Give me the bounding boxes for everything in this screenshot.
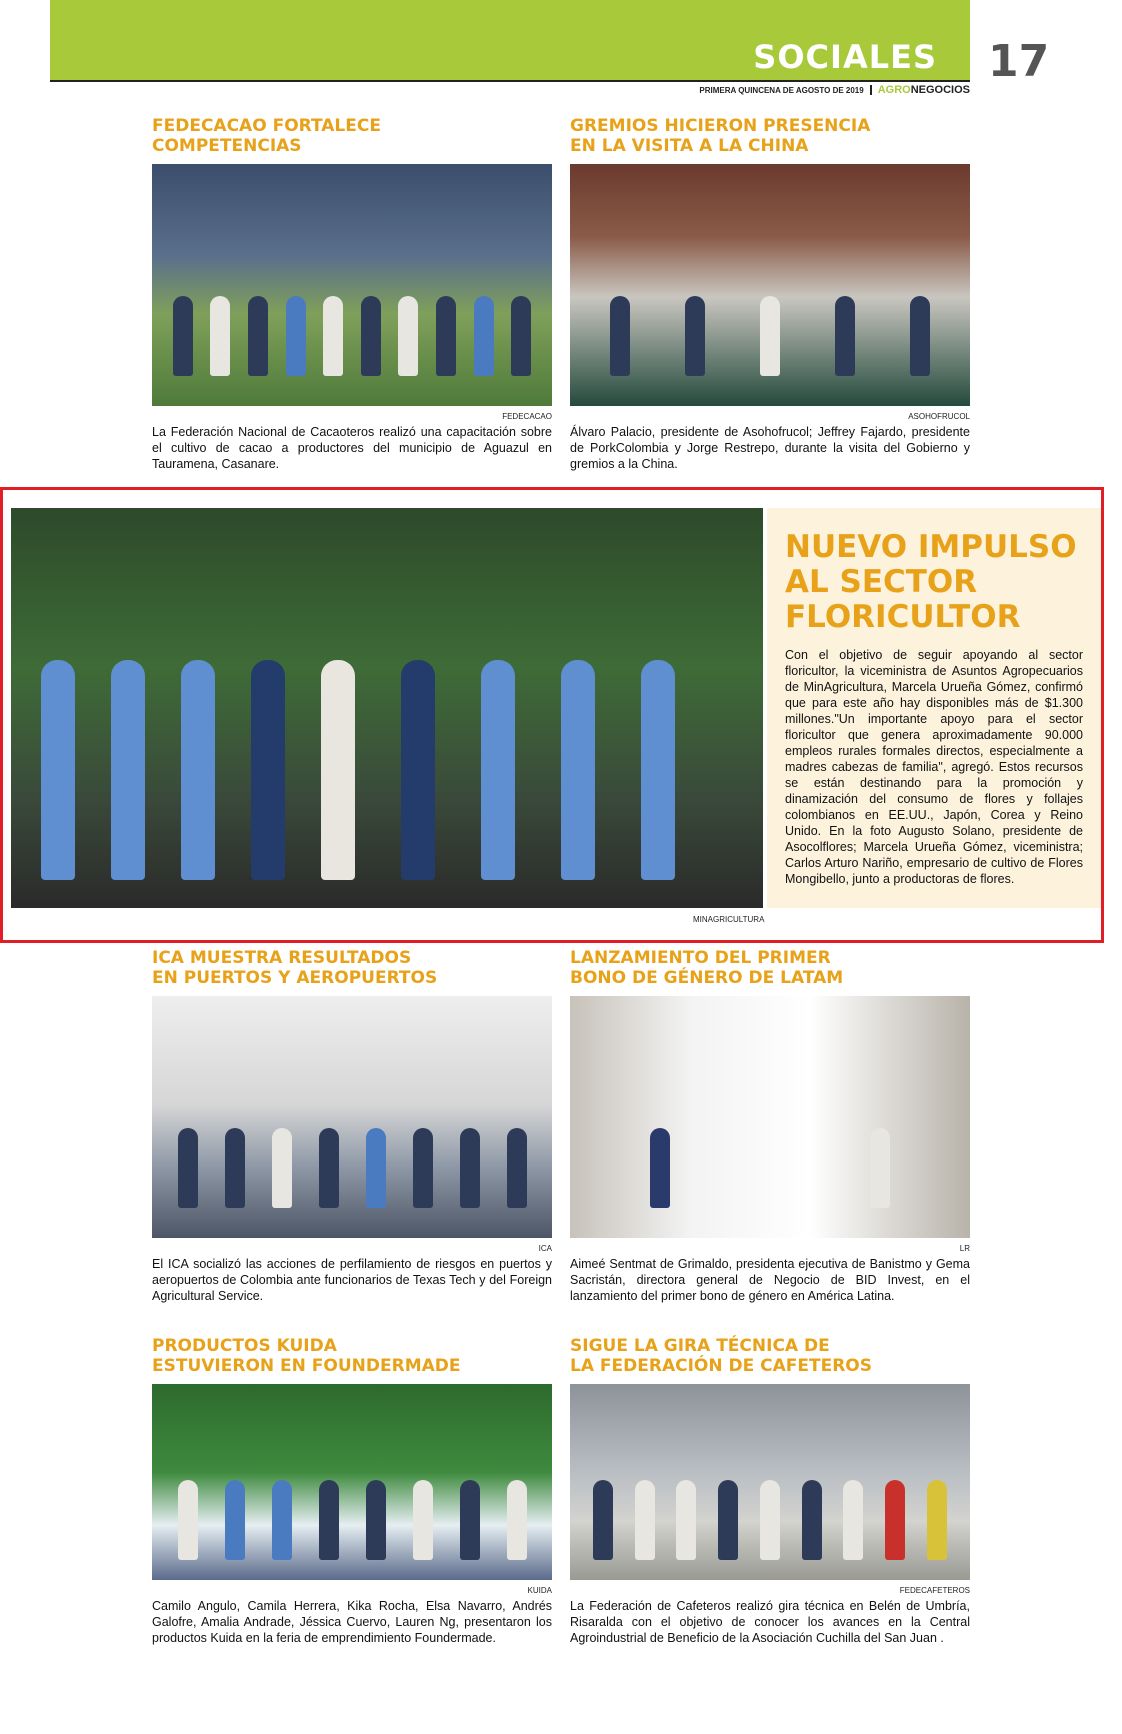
feature-photo xyxy=(11,508,763,908)
feature-body: Con el objetivo de seguir apoyando al sector floricultor, la viceministra de Asuntos Agropecuarios de MinAgricultura, Marcela Urueña Gómez, confirmó que para este año hay disponibles más de $1.300 millones."Un importante apoyo para el sector floricultor que genera aproximadamente 90.000 empleos rurales formales directos, especialmente a madres cabezas de familia", agregó. Estos recursos se están destinando para la promoción y dinamización del consumo de flores y follajes colombianos en EE.UU., Japón, Corea y Reino Unido. En la foto Augusto Solano, presidente de Asocolflores; Marcela Urueña Gómez, viceministra; Carlos Arturo Nariño, empresario de cultivo de Flores Mongibello, junto a productoras de flores. xyxy=(785,648,1083,886)
story-caption: El ICA socializó las acciones de perfilamiento de riesgos en puertos y aeropuertos de Colombia ante funcionarios de Texas Tech y del Foreign Agricultural Service. xyxy=(152,1257,552,1303)
story-caption: Aimeé Sentmat de Grimaldo, presidenta ejecutiva de Banistmo y Gema Sacristán, directora general de Negocio de BID Invest, en el lanzamiento del primer bono de género en América Latina. xyxy=(570,1257,970,1303)
photo-credit: KUIDA xyxy=(527,1586,552,1595)
story-kuida xyxy=(152,1336,552,1646)
photo-credit: FEDECACAO xyxy=(502,412,552,421)
story-title: FEDECACAO FORTALECE COMPETENCIAS xyxy=(152,116,381,156)
story-photo xyxy=(570,996,970,1238)
story-gremios-china xyxy=(570,116,970,472)
story-photo xyxy=(152,164,552,406)
issue-date: PRIMERA QUINCENA DE AGOSTO DE 2019 xyxy=(699,85,864,95)
story-caption: Camilo Angulo, Camila Herrera, Kika Rocha, Elsa Navarro, Andrés Galofre, Amalia Andrade, Jéssica Cuervo, Lauren Ng, presentaron los productos Kuida en la feria de emprendimiento Foundermade. xyxy=(152,1599,552,1645)
story-title: GREMIOS HICIERON PRESENCIA EN LA VISITA A LA CHINA xyxy=(570,116,871,156)
photo-credit: ICA xyxy=(538,1244,552,1253)
story-caption: Álvaro Palacio, presidente de Asohofrucol; Jeffrey Fajardo, presidente de PorkColombia y Jorge Restrepo, durante la visita del Gobierno y gremios a la China. xyxy=(570,425,970,471)
story-ica xyxy=(152,948,552,1304)
page-number: 17 xyxy=(988,36,1050,87)
story-title: SIGUE LA GIRA TÉCNICA DE LA FEDERACIÓN DE CAFETEROS xyxy=(570,1336,872,1376)
story-fedecacao xyxy=(152,116,552,472)
story-title: PRODUCTOS KUIDA ESTUVIERON EN FOUNDERMADE xyxy=(152,1336,461,1376)
dateline-divider xyxy=(870,85,872,95)
story-photo xyxy=(570,1384,970,1580)
dateline xyxy=(699,84,970,96)
story-photo xyxy=(152,996,552,1238)
brand-logo: AGRONEGOCIOS xyxy=(877,84,970,96)
header-rule xyxy=(50,80,970,82)
story-caption: La Federación Nacional de Cacaoteros realizó una capacitación sobre el cultivo de cacao a productores del municipio de Aguazul en Tauramena, Casanare. xyxy=(152,425,552,471)
story-photo xyxy=(152,1384,552,1580)
feature-headline: NUEVO IMPULSO AL SECTOR FLORICULTOR xyxy=(785,529,1077,635)
feature-text-panel xyxy=(767,508,1101,908)
photo-credit: LR xyxy=(959,1244,970,1253)
photo-credit: FEDECAFETEROS xyxy=(899,1586,970,1595)
story-caption: La Federación de Cafeteros realizó gira técnica en Belén de Umbría, Risaralda con el objetivo de conocer los avances en la Central Agroindustrial de Beneficio de la Asociación Cuchilla del San Juan . xyxy=(570,1599,970,1645)
section-title: SOCIALES xyxy=(753,38,937,76)
story-photo xyxy=(570,164,970,406)
feature-story-box xyxy=(0,487,1104,943)
story-title: LANZAMIENTO DEL PRIMER BONO DE GÉNERO DE LATAM xyxy=(570,948,844,988)
story-title: ICA MUESTRA RESULTADOS EN PUERTOS Y AEROPUERTOS xyxy=(152,948,438,988)
story-cafeteros xyxy=(570,1336,970,1646)
story-bono-genero xyxy=(570,948,970,1304)
photo-credit: ASOHOFRUCOL xyxy=(908,412,970,421)
photo-credit: MINAGRICULTURA xyxy=(693,915,765,924)
